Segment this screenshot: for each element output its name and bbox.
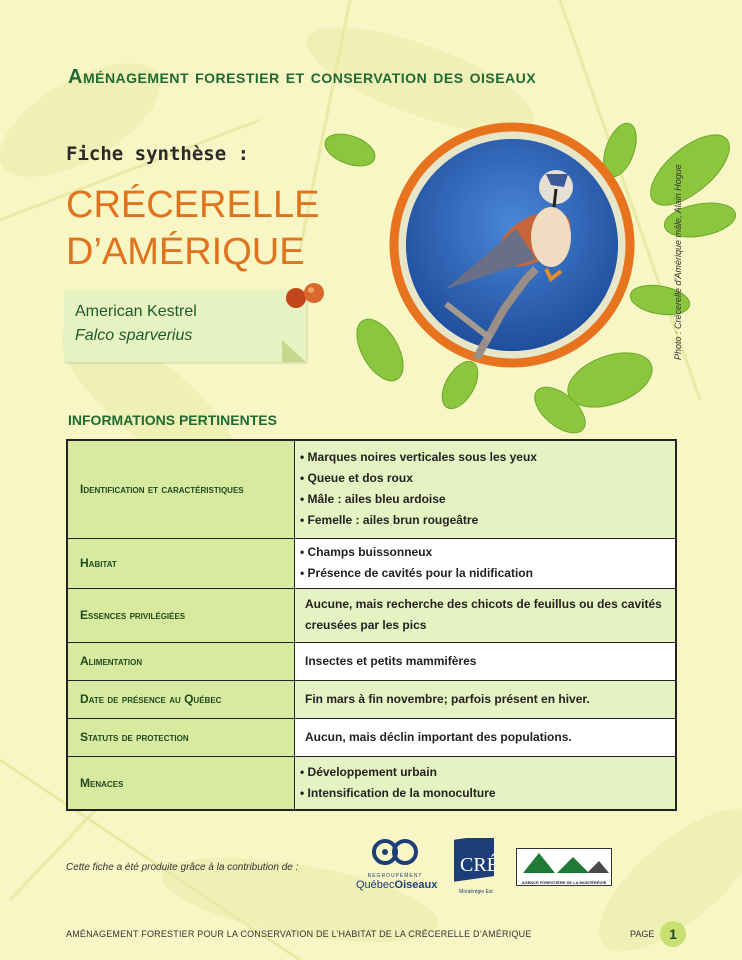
afm-logo [516,848,612,886]
row-label: Statuts de protection [67,718,295,756]
row-value [295,440,677,538]
row-text: Insectes et petits mammifères [305,654,477,668]
table-row [67,680,676,718]
table-row [67,440,676,538]
section-title: INFORMATIONS PERTINENTES [68,412,277,428]
species-name-note [64,290,306,362]
footer-text: AMÉNAGEMENT FORESTIER POUR LA CONSERVATION DE L’HABITAT DE LA CRÉCERELLE D’AMÉRIQUE [66,929,532,939]
species-title-line2: D’AMÉRIQUE [66,231,305,273]
list-item: • Intensification de la monoculture [300,785,496,800]
page-label: PAGE [630,929,655,939]
note-fold [282,340,306,362]
fiche-label: Fiche synthèse : [66,143,250,165]
row-label: Date de présence au Québec [67,680,295,718]
list-item: • Champs buissonneux [300,545,433,559]
svg-text:CRÉ: CRÉ [460,854,496,876]
row-label: Alimentation [67,642,295,680]
list-item: • Mâle : ailes bleu ardoise [300,492,446,507]
row-value [295,680,677,718]
logo-text: AGENCE FORESTIÈRE DE LA MONTÉRÉGIE [521,880,607,885]
table-row [67,588,676,642]
row-text: Fin mars à fin novembre; parfois présent en hiver. [305,692,590,706]
row-label: Identification et caractéristiques [67,440,295,538]
species-title [66,182,366,276]
row-label: Habitat [67,538,295,588]
header-title: Aménagement forestier et conservation des oiseaux [68,66,537,88]
species-english-name: American Kestrel [75,303,197,320]
row-value [295,718,677,756]
species-title-line1: CRÉCERELLE [66,184,320,226]
row-value [295,642,677,680]
row-value [295,756,677,810]
row-label: Menaces [67,756,295,810]
row-label: Essences privilégiées [67,588,295,642]
table-row [67,538,676,588]
logo-text: REGROUPEMENT [367,873,423,879]
list-item: • Marques noires verticales sous les yeux [300,450,537,465]
table-row [67,718,676,756]
photo-credit: Photo : Crécerelle d’Amérique mâle, Alain Hogue [673,164,683,360]
list-item: • Queue et dos roux [300,471,413,486]
list-item: • Femelle : ailes brun rougeâtre [300,513,479,528]
pushpin-icon [284,282,326,312]
row-value [295,538,677,588]
logo-text: Oiseaux [394,879,438,891]
page-number: 1 [660,921,686,947]
row-text: Aucun, mais déclin important des populations. [305,730,572,744]
bird-photo [386,119,638,371]
cre-logo [452,838,500,898]
row-value [295,588,677,642]
contribution-text: Cette fiche a été produite grâce à la contribution de : [66,862,299,873]
list-item: • Développement urbain [300,764,437,779]
table-row [67,756,676,810]
list-item: • Présence de cavités pour la nidification [300,566,533,580]
species-scientific-name: Falco sparverius [75,327,193,344]
info-table [66,439,677,811]
quebec-oiseaux-logo [356,838,438,894]
row-text: Aucune, mais recherche des chicots de feuillus ou des cavités creusées par les pics [305,597,662,632]
table-row [67,642,676,680]
logo-text: Québec [356,879,395,891]
logo-text: Montérégie Est [459,889,493,895]
